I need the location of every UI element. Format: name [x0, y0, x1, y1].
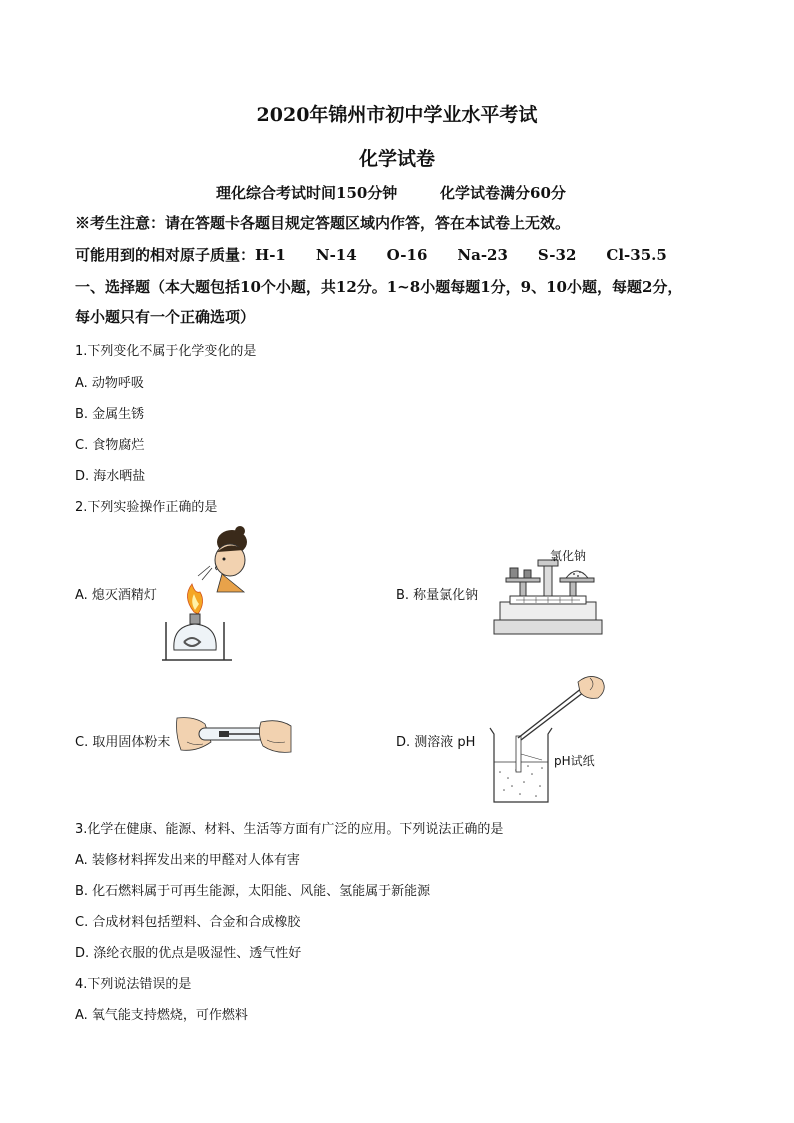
atomic-mass-item: Na-23 [457, 246, 508, 264]
balance-scale-figure [490, 540, 606, 640]
alcohol-lamp-blowing-figure [162, 522, 254, 664]
atomic-mass-item: S-32 [537, 246, 577, 264]
paper-subtitle: 化学试卷 [358, 148, 435, 170]
q3-option-b: B. 化石燃料属于可再生能源，太阳能、风能、氢能属于新能源 [75, 884, 431, 899]
exam-title: 2020年锦州市初中学业水平考试 [256, 104, 538, 126]
atomic-mass-item: H-1 [255, 246, 286, 264]
q1-option-b: B. 金属生锈 [75, 407, 145, 422]
q1-stem: 1.下列变化不属于化学变化的是 [75, 344, 257, 359]
q3-option-d: D. 涤纶衣服的优点是吸湿性、透气性好 [75, 946, 302, 961]
q4-stem: 4.下列说法错误的是 [75, 977, 192, 992]
q4-option-a: A. 氧气能支持燃烧，可作燃料 [75, 1008, 248, 1023]
q2-option-c: C. 取用固体粉末 [75, 735, 171, 750]
q1-option-c: C. 食物腐烂 [75, 438, 145, 453]
atomic-mass-item: N-14 [315, 246, 357, 264]
sodium-chloride-fig-label: 氯化钠 [550, 549, 587, 563]
q2-option-a: A. 熄灭酒精灯 [75, 588, 157, 603]
q2-option-d: D. 测溶液 pH [396, 735, 476, 750]
section-heading-line2: 每小题只有一个正确选项） [75, 308, 256, 326]
atomic-mass-item: O-16 [386, 246, 428, 264]
q2-stem: 2.下列实验操作正确的是 [75, 500, 218, 515]
atomic-mass-line [75, 244, 697, 265]
exam-info-time: 理化综合考试时间150分钟 [216, 184, 398, 202]
q2-option-b: B. 称量氯化钠 [396, 588, 479, 603]
q1-option-d: D. 海水晒盐 [75, 469, 146, 484]
q1-option-a: A. 动物呼吸 [75, 376, 144, 391]
ph-measurement-figure [486, 672, 610, 808]
q3-option-a: A. 装修材料挥发出来的甲醛对人体有害 [75, 853, 300, 868]
ph-paper-fig-label: pH试纸 [554, 754, 595, 768]
q3-stem: 3.化学在健康、能源、材料、生活等方面有广泛的应用。下列说法正确的是 [75, 822, 504, 837]
test-tube-powder-figure [175, 712, 293, 758]
exam-info-score: 化学试卷满分60分 [440, 184, 566, 202]
exam-notice: ※考生注意：请在答题卡各题目规定答题区域内作答，答在本试卷上无效。 [75, 214, 571, 232]
atomic-mass-item: Cl-35.5 [606, 246, 667, 264]
atomic-mass-label: 可能用到的相对原子质量： [75, 246, 256, 264]
section-heading-line1: 一、选择题（本大题包括10个小题，共12分。1~8小题每题1分，9、10小题，每题2分， [75, 278, 683, 296]
q3-option-c: C. 合成材料包括塑料、合金和合成橡胶 [75, 915, 301, 930]
